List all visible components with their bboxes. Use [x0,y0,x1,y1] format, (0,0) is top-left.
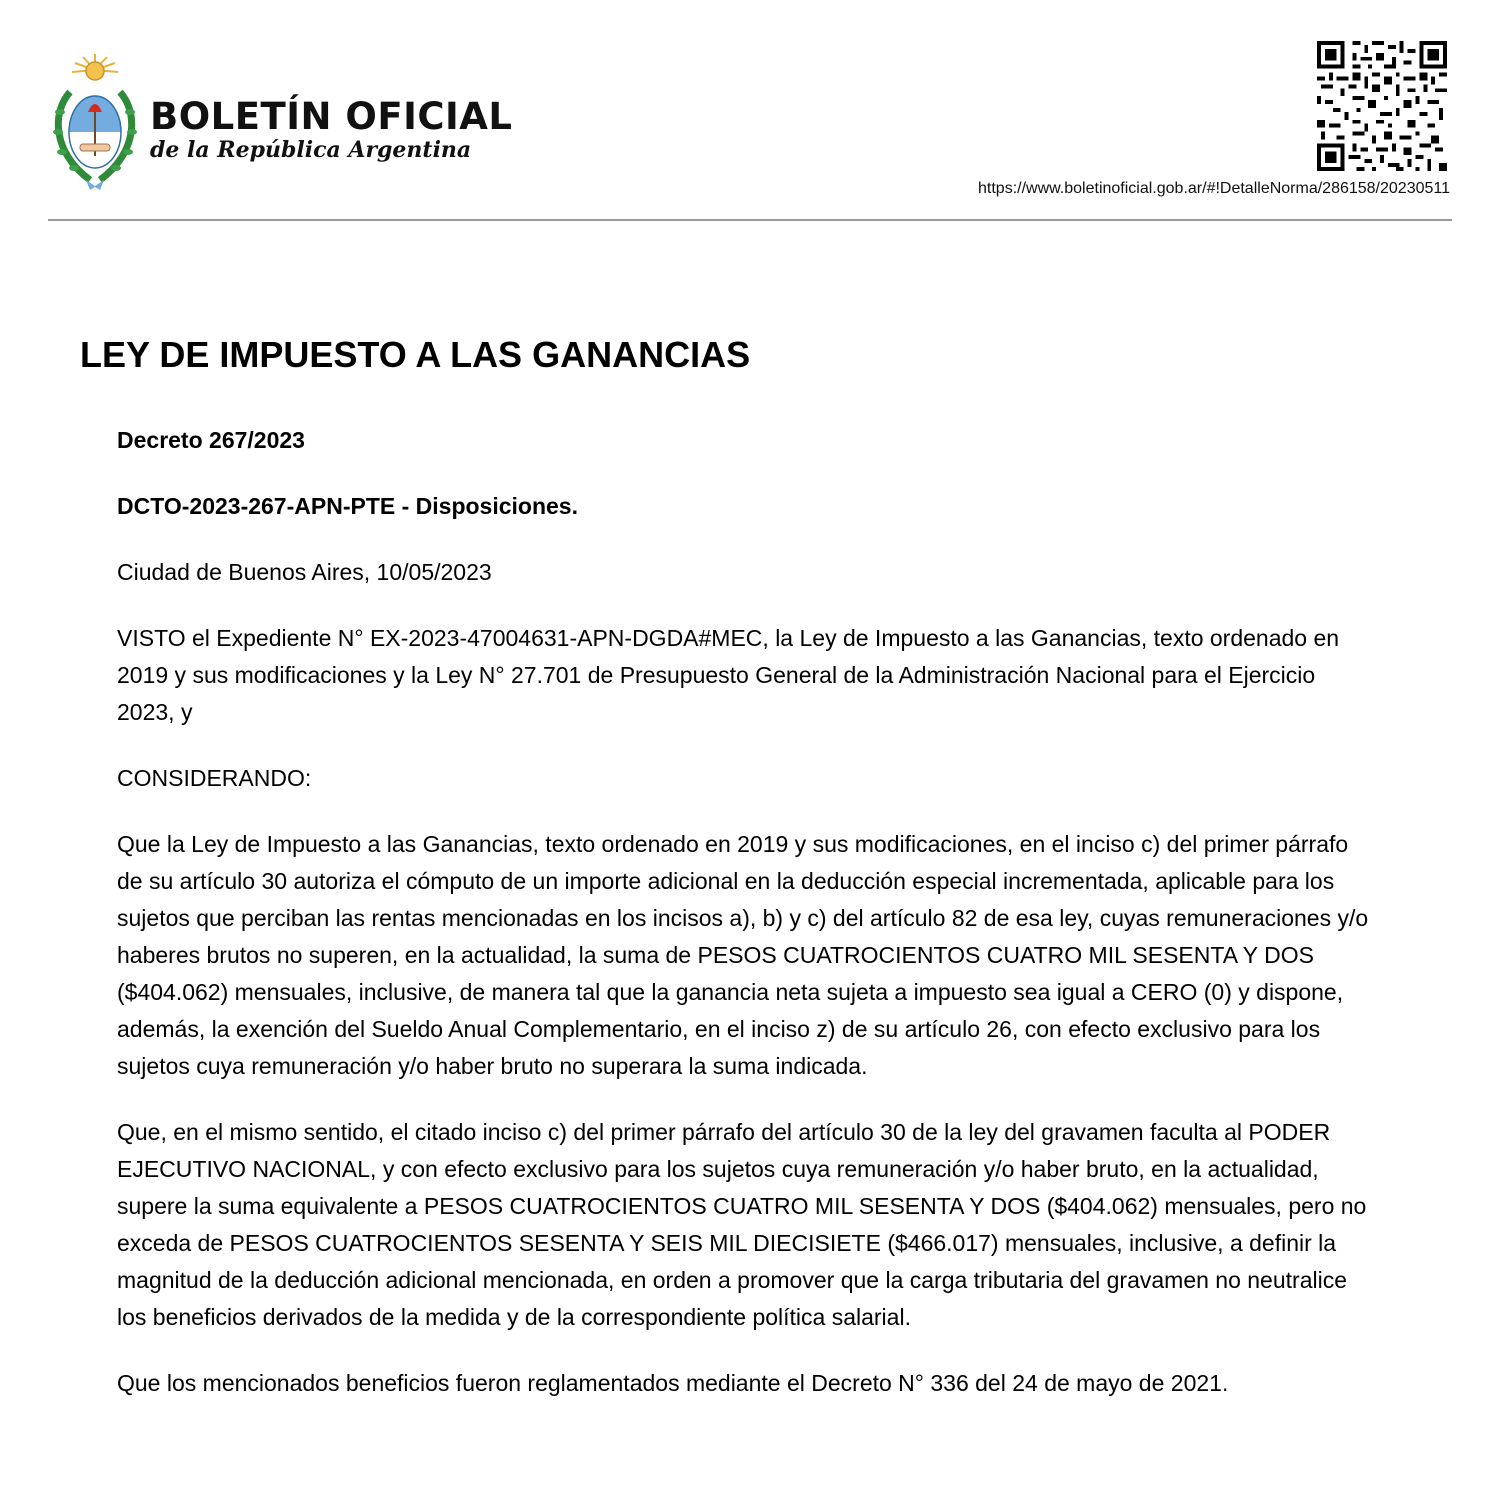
document-title: LEY DE IMPUESTO A LAS GANANCIAS [80,334,751,375]
brand-subtitle: de la República Argentina [150,137,472,163]
decree-reference: DCTO-2023-267-APN-PTE - Disposiciones. [117,493,578,519]
document-body [117,422,1379,1431]
page-header [0,0,1500,222]
header-divider [48,219,1452,221]
decree-number: Decreto 267/2023 [117,427,305,453]
qr-code-icon [1316,41,1448,171]
brand-title: BOLETÍN OFICIAL [150,95,513,138]
paragraph-visto: VISTO el Expediente N° EX-2023-47004631-APN-DGDA#MEC, la Ley de Impuesto a las Ganancias, texto ordenado en 2019 y sus modificaciones y la Ley N° 27.701 de Presupuesto General de la Administración Nacional para el Ejercicio 2023, y [117,625,1340,725]
paragraph: Que los mencionados beneficios fueron reglamentados mediante el Decreto N° 336 del 24 de mayo de 2021. [117,1370,1229,1396]
document-url[interactable]: https://www.boletinoficial.gob.ar/#!DetalleNorma/286158/20230511 [978,180,1450,197]
paragraph: Que la Ley de Impuesto a las Ganancias, texto ordenado en 2019 y sus modificaciones, en el inciso c) del primer párrafo de su artículo 30 autoriza el cómputo de un importe adicional en la deducción especial incrementada, aplicable para los sujetos que perciban las rentas mencionadas en los incisos a), b) y c) del artículo 82 de esa ley, cuyas remuneraciones y/o haberes brutos no superen, en la actualidad, la suma de PESOS CUATROCIENTOS CUATRO MIL SESENTA Y DOS ($404.062) mensuales, inclusive, de manera tal que la ganancia neta sujeta a impuesto sea igual a CERO (0) y dispone, además, la exención del Sueldo Anual Complementario, en el inciso z) de su artículo 26, con efecto exclusivo para los sujetos cuya remuneración y/o haber bruto no superara la suma indicada. [117,831,1369,1079]
argentina-coat-of-arms-icon [50,52,140,192]
paragraph-considerando: CONSIDERANDO: [117,765,312,791]
place-date: Ciudad de Buenos Aires, 10/05/2023 [117,559,492,585]
paragraph: Que, en el mismo sentido, el citado inciso c) del primer párrafo del artículo 30 de la ley del gravamen faculta al PODER EJECUTIVO NACIONAL, y con efecto exclusivo para los sujetos cuya remuneración y/o haber bruto, en la actualidad, supere la suma equivalente a PESOS CUATROCIENTOS CUATRO MIL SESENTA Y DOS ($404.062) mensuales, pero no exceda de PESOS CUATROCIENTOS SESENTA Y SEIS MIL DIECISIETE ($466.017) mensuales, inclusive, a definir la magnitud de la deducción adicional mencionada, en orden a promover que la carga tributaria del gravamen no neutralice los beneficios derivados de la medida y de la correspondiente política salarial. [117,1119,1367,1330]
